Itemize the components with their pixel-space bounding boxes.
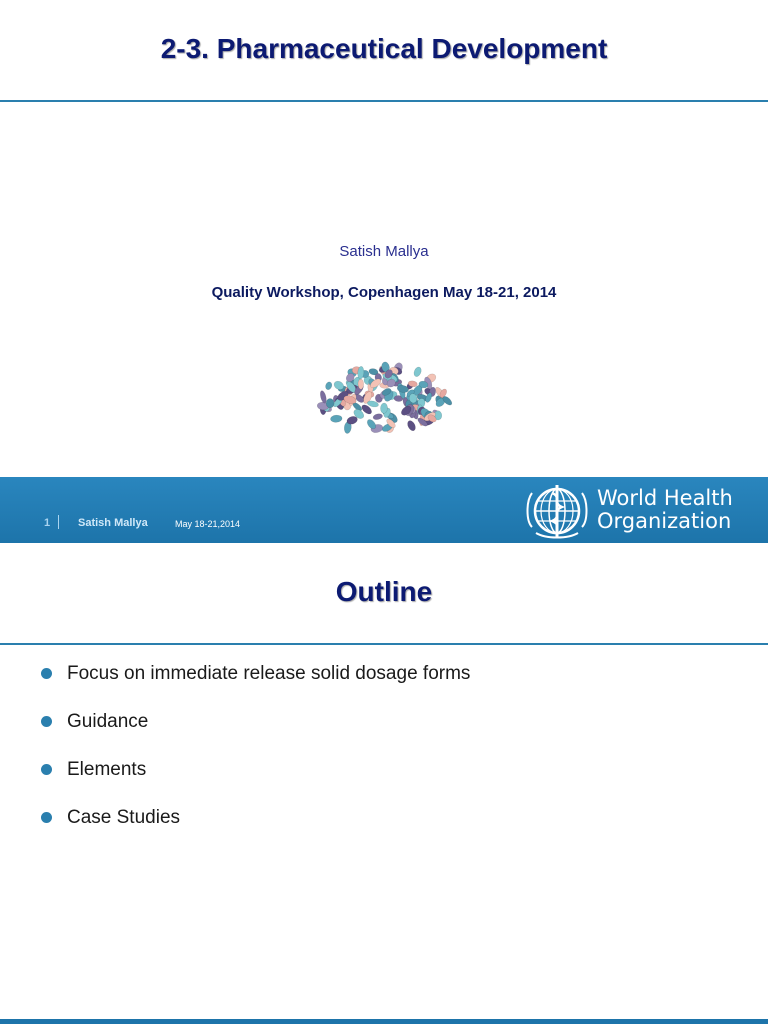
footer-author: Satish Mallya — [78, 517, 148, 529]
bullet-item — [41, 759, 470, 807]
footer-separator — [0, 474, 768, 476]
presenter-name: Satish Mallya — [339, 243, 429, 260]
footer-band — [0, 1019, 768, 1024]
bullet-item — [41, 807, 470, 855]
bullet-icon — [41, 716, 52, 727]
who-logo-line1: World Health — [597, 486, 733, 510]
slide-number: 1 — [44, 517, 51, 529]
who-logo-text — [597, 487, 733, 533]
event-info: Quality Workshop, Copenhagen May 18-21, 2014 — [211, 284, 557, 301]
slide-2 — [0, 543, 768, 1024]
bullet-text: Elements — [67, 759, 147, 780]
bullet-item — [41, 663, 470, 711]
pill — [324, 381, 332, 391]
pill — [372, 413, 383, 421]
bullet-item — [41, 711, 470, 759]
bullet-text: Case Studies — [67, 807, 181, 828]
bullet-list — [41, 663, 470, 855]
pill — [319, 390, 327, 404]
bullet-text: Guidance — [67, 711, 149, 732]
bullet-text: Focus on immediate release solid dosage forms — [67, 663, 471, 684]
pill — [413, 366, 423, 378]
title-divider — [0, 643, 768, 645]
footer-date: May 18-21,2014 — [175, 519, 241, 529]
pill — [406, 419, 417, 432]
bullet-icon — [41, 764, 52, 775]
bullet-icon — [41, 812, 52, 823]
footer-band — [0, 477, 768, 543]
who-emblem-icon — [522, 481, 592, 541]
title-divider — [0, 100, 768, 102]
slide-number-divider — [58, 515, 59, 529]
who-logo-line2: Organization — [597, 509, 732, 533]
who-logo — [522, 481, 742, 541]
bullet-icon — [41, 668, 52, 679]
pill — [358, 379, 364, 389]
pill — [330, 415, 342, 423]
slide-title: 2-3. Pharmaceutical Development — [160, 33, 608, 64]
slide-title: Outline — [335, 576, 433, 607]
pills-image — [312, 352, 457, 447]
